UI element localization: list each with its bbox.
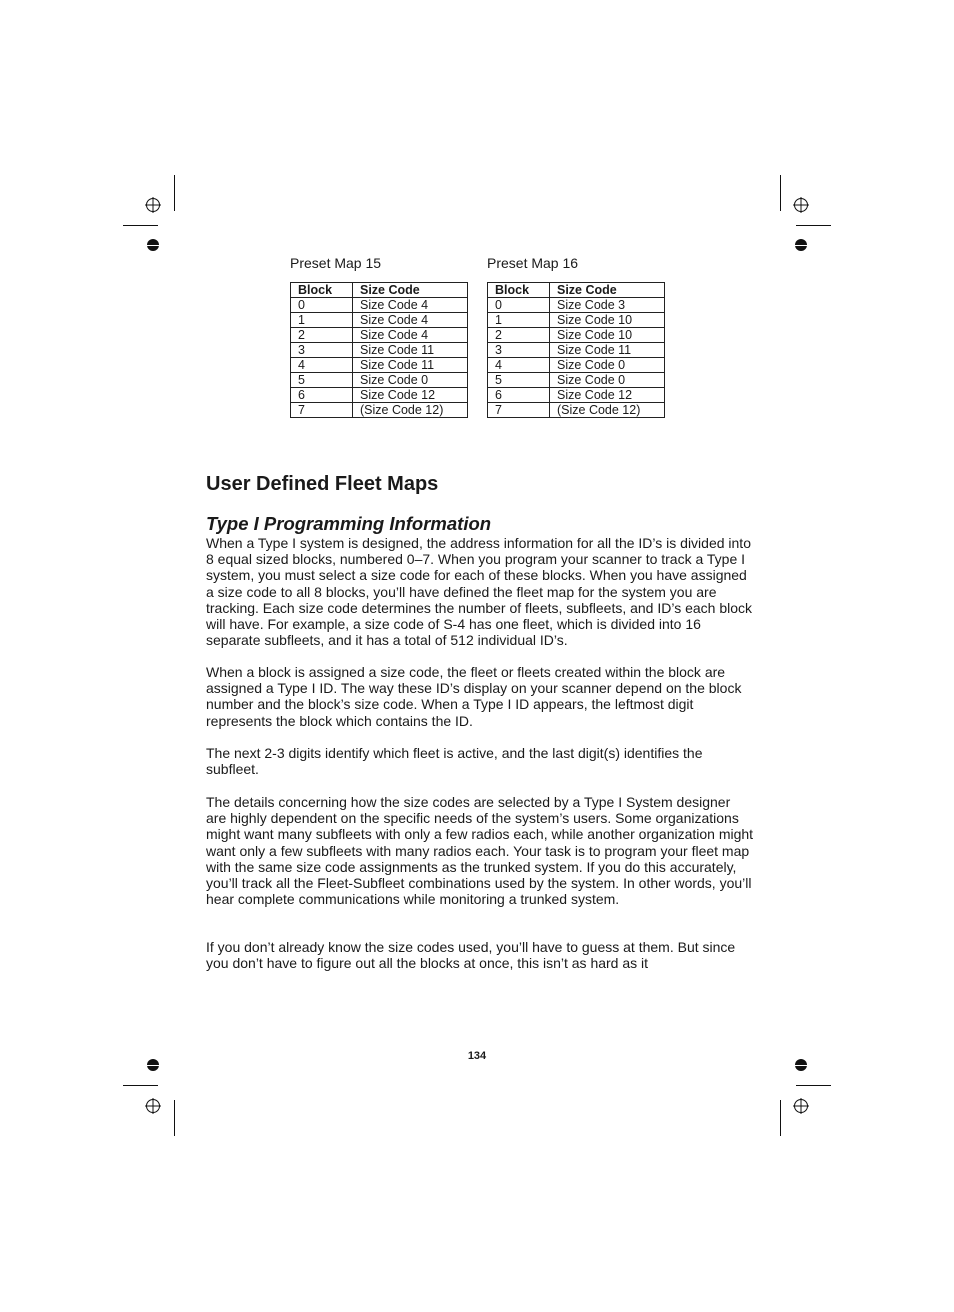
preset-map-15-table (290, 282, 468, 418)
table-row (488, 298, 665, 313)
section-title: User Defined Fleet Maps (206, 473, 439, 495)
table-row (291, 298, 468, 313)
size-code-cell: (Size Code 12) (353, 403, 468, 418)
crop-mark-bottom-left-horizontal (123, 1085, 158, 1086)
table-row (488, 328, 665, 343)
size-code-cell: Size Code 12 (550, 388, 665, 403)
body-paragraph: The next 2-3 digits identify which fleet is active, and the last digit(s) identifies the subfleet. (206, 745, 703, 778)
size-code-cell: Size Code 10 (550, 313, 665, 328)
body-paragraph: When a Type I system is designed, the address information for all the ID’s is divided into 8 equal sized blocks, numbered 0–7. When you program your scanner to track a Type I system, you must select a size code for each of these blocks. When you have assigned a size code to all 8 blocks, you’ll have defined the fleet map for the system you are tracking. Each size code determines the number of fleets, subfleets, and ID’s each block will have. For example, a size code of S-4 has one fleet, which is divided into 16 separate subfleets, and it has a total of 512 individual ID’s. (206, 535, 753, 649)
table-row (291, 328, 468, 343)
body-paragraph: The details concerning how the size codes are selected by a Type I System designer are highly dependent on the specific needs of the system’s users. Some organizations might want many subfleets with only a few radios each, while another organization might want only a few subfleets with many radios each. Your task is to program your fleet map with the same size code assignments as the trunked system. If you do this accurately, you’ll track all the Fleet-Subfleet combinations used by the system. In other words, you’ll hear complete communications while monitoring a trunked system. (206, 794, 754, 908)
subsection-title: Type I Programming Information (206, 513, 492, 534)
registration-dot-icon (795, 239, 807, 251)
block-cell: 4 (488, 358, 550, 373)
block-cell: 2 (291, 328, 353, 343)
table-row (488, 313, 665, 328)
body-paragraph: When a block is assigned a size code, the fleet or fleets created within the block are assigned a Type I ID. The way these ID’s display on your scanner depend on the block number and the block’s size code. When a Type I ID appears, the leftmost digit represents the block which contains the ID. (206, 664, 742, 729)
preset-map-15-title: Preset Map 15 (290, 255, 382, 271)
registration-target-icon (145, 197, 161, 213)
preset-map-16-table (487, 282, 665, 418)
table-header-row (488, 283, 665, 298)
size-code-cell: Size Code 4 (353, 328, 468, 343)
column-header-block: Block (488, 283, 550, 298)
size-code-cell: (Size Code 12) (550, 403, 665, 418)
block-cell: 5 (291, 373, 353, 388)
table-row (488, 388, 665, 403)
table-row (488, 403, 665, 418)
block-cell: 7 (291, 403, 353, 418)
preset-map-16-title: Preset Map 16 (487, 255, 579, 271)
table-row (291, 313, 468, 328)
column-header-size-code: Size Code (550, 283, 665, 298)
registration-target-icon (145, 1098, 161, 1114)
page-number: 134 (467, 1050, 487, 1062)
body-paragraph: If you don’t already know the size codes used, you’ll have to guess at them. But since you don’t have to figure out all the blocks at once, this isn’t as hard as it (206, 939, 736, 972)
block-cell: 3 (488, 343, 550, 358)
crop-mark-bottom-left-vertical (174, 1100, 175, 1136)
size-code-cell: Size Code 12 (353, 388, 468, 403)
table-row (488, 343, 665, 358)
block-cell: 6 (488, 388, 550, 403)
block-cell: 5 (488, 373, 550, 388)
registration-dot-icon (147, 239, 159, 251)
block-cell: 1 (488, 313, 550, 328)
table-row (291, 388, 468, 403)
size-code-cell: Size Code 0 (550, 358, 665, 373)
registration-target-icon (793, 197, 809, 213)
size-code-cell: Size Code 3 (550, 298, 665, 313)
column-header-size-code: Size Code (353, 283, 468, 298)
size-code-cell: Size Code 11 (353, 358, 468, 373)
crop-mark-top-right-vertical (780, 175, 781, 211)
crop-mark-top-right-horizontal (796, 225, 831, 226)
block-cell: 7 (488, 403, 550, 418)
column-header-block: Block (291, 283, 353, 298)
crop-mark-bottom-right-horizontal (796, 1085, 831, 1086)
size-code-cell: Size Code 11 (353, 343, 468, 358)
block-cell: 3 (291, 343, 353, 358)
size-code-cell: Size Code 0 (353, 373, 468, 388)
size-code-cell: Size Code 0 (550, 373, 665, 388)
table-row (291, 358, 468, 373)
crop-mark-top-left-vertical (174, 175, 175, 211)
table-row (291, 343, 468, 358)
registration-target-icon (793, 1098, 809, 1114)
table-row (291, 373, 468, 388)
size-code-cell: Size Code 10 (550, 328, 665, 343)
size-code-cell: Size Code 11 (550, 343, 665, 358)
block-cell: 6 (291, 388, 353, 403)
size-code-cell: Size Code 4 (353, 313, 468, 328)
table-row (488, 373, 665, 388)
block-cell: 4 (291, 358, 353, 373)
block-cell: 2 (488, 328, 550, 343)
table-row (488, 358, 665, 373)
table-header-row (291, 283, 468, 298)
block-cell: 0 (488, 298, 550, 313)
size-code-cell: Size Code 4 (353, 298, 468, 313)
crop-mark-top-left-horizontal (123, 225, 158, 226)
table-row (291, 403, 468, 418)
crop-mark-bottom-right-vertical (780, 1100, 781, 1136)
block-cell: 1 (291, 313, 353, 328)
block-cell: 0 (291, 298, 353, 313)
